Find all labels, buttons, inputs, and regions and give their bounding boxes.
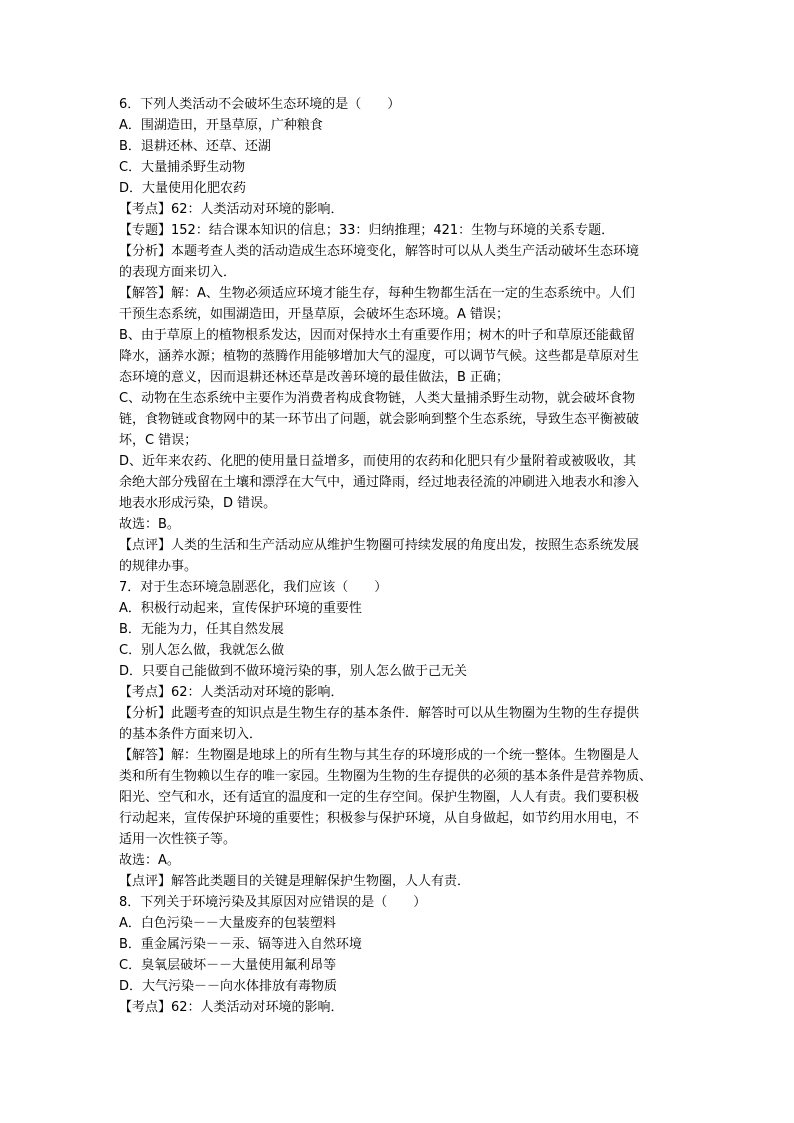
text-line: D．大量使用化肥农药 [119,181,247,196]
text-line: B．退耕还林、还草、还湖 [119,139,271,154]
text-line: 【分析】此题考查的知识点是生物生存的基本条件．解答时可以从生物圈为生物的生存提供 [119,706,640,721]
text-line: 【考点】62：人类活动对环境的影响． [119,202,344,217]
text-line: 【专题】152：结合课本知识的信息；33：归纳推理；421：生物与环境的关系专题． [119,223,615,238]
text-line: 行动起来，宣传保护环境的重要性；积极参与保护环境，从自身做起，如节约用水用电，不 [119,811,640,826]
text-line: 类和所有生物赖以生存的唯一家园。生物圈为生物的生存提供的必须的基本条件是营养物质、 [119,769,653,784]
text-line: D．大气污染－－向水体排放有毒物质 [119,979,338,994]
text-line: 降水，涵养水源；植物的蒸腾作用能够增加大气的湿度，可以调节气候。这些都是草原对生 [119,349,640,364]
text-line: 7．对于生态环境急剧恶化，我们应该（ ） [119,580,388,595]
text-line: D．只要自己能做到不做环境污染的事，别人怎么做于己无关 [119,664,468,679]
text-line: 链，食物链或食物网中的某一环节出了问题，就会影响到整个生态系统，导致生态平衡被破 [119,412,640,427]
text-line: A．积极行动起来，宣传保护环境的重要性 [119,601,362,616]
text-line: 故选：B。 [119,517,180,532]
text-line: 【解答】解：A、生物必须适应环境才能生存，每种生物都生活在一定的生态系统中。人们 [119,286,635,301]
text-line: 【点评】解答此类题目的关键是理解保护生物圈，人人有责． [119,874,471,889]
text-line: A．围湖造田，开垦草原，广种粮食 [119,118,323,133]
text-line: C．臭氧层破坏－－大量使用氟利昂等 [119,958,337,973]
text-line: 【分析】本题考查人类的活动造成生态环境变化，解答时可以从人类生产活动破坏生态环境 [119,244,640,259]
text-line: C、动物在生态系统中主要作为消费者构成食物链，人类大量捕杀野生动物，就会破坏食物 [119,391,636,406]
text-line: 的基本条件方面来切入． [119,727,263,742]
text-line: 故选：A。 [119,853,180,868]
text-line: 8．下列关于环境污染及其原因对应错误的是（ ） [119,895,427,910]
text-line: 干预生态系统，如围湖造田，开垦草原，会破坏生态环境。A 错误； [119,307,510,322]
text-line: 6．下列人类活动不会破坏生态环境的是（ ） [119,97,401,112]
text-line: 坏，C 错误； [119,433,198,448]
text-line: B、由于草原上的植物根系发达，因而对保持水土有重要作用；树木的叶子和草原还能截留 [119,328,635,343]
text-line: 地表水形成污染，D 错误。 [119,496,277,511]
text-line: 的表现方面来切入． [119,265,237,280]
text-line: 【点评】人类的生活和生产活动应从维护生物圈可持续发展的角度出发，按照生态系统发展 [119,538,640,553]
text-line: 【考点】62：人类活动对环境的影响． [119,1000,344,1015]
text-line: B．重金属污染－－汞、镉等进入自然环境 [119,937,362,952]
text-line: C．别人怎么做，我就怎么做 [119,643,285,658]
text-line: 态环境的意义，因而退耕还林还草是改善环境的最佳做法，B 正确； [119,370,510,385]
text-line: A．白色污染－－大量废弃的包装塑料 [119,916,336,931]
text-line: 【考点】62：人类活动对环境的影响． [119,685,344,700]
text-line: B．无能为力，任其自然发展 [119,622,284,637]
text-line: 【解答】解：生物圈是地球上的所有生物与其生存的环境形成的一个统一整体。生物圈是人 [119,748,640,763]
text-line: 的规律办事。 [119,559,198,574]
text-line: C．大量捕杀野生动物 [119,160,246,175]
text-line: D、近年来农药、化肥的使用量日益增多，而使用的农药和化肥只有少量附着或被吸收，其 [119,454,637,469]
text-line: 阳光、空气和水，还有适宜的温度和一定的生存空间。保护生物圈，人人有责。我们要积极 [119,790,640,805]
text-line: 适用一次性筷子等。 [119,832,237,847]
text-line: 余绝大部分残留在土壤和漂浮在大气中，通过降雨，经过地表径流的冲刷进入地表水和渗入 [119,475,640,490]
